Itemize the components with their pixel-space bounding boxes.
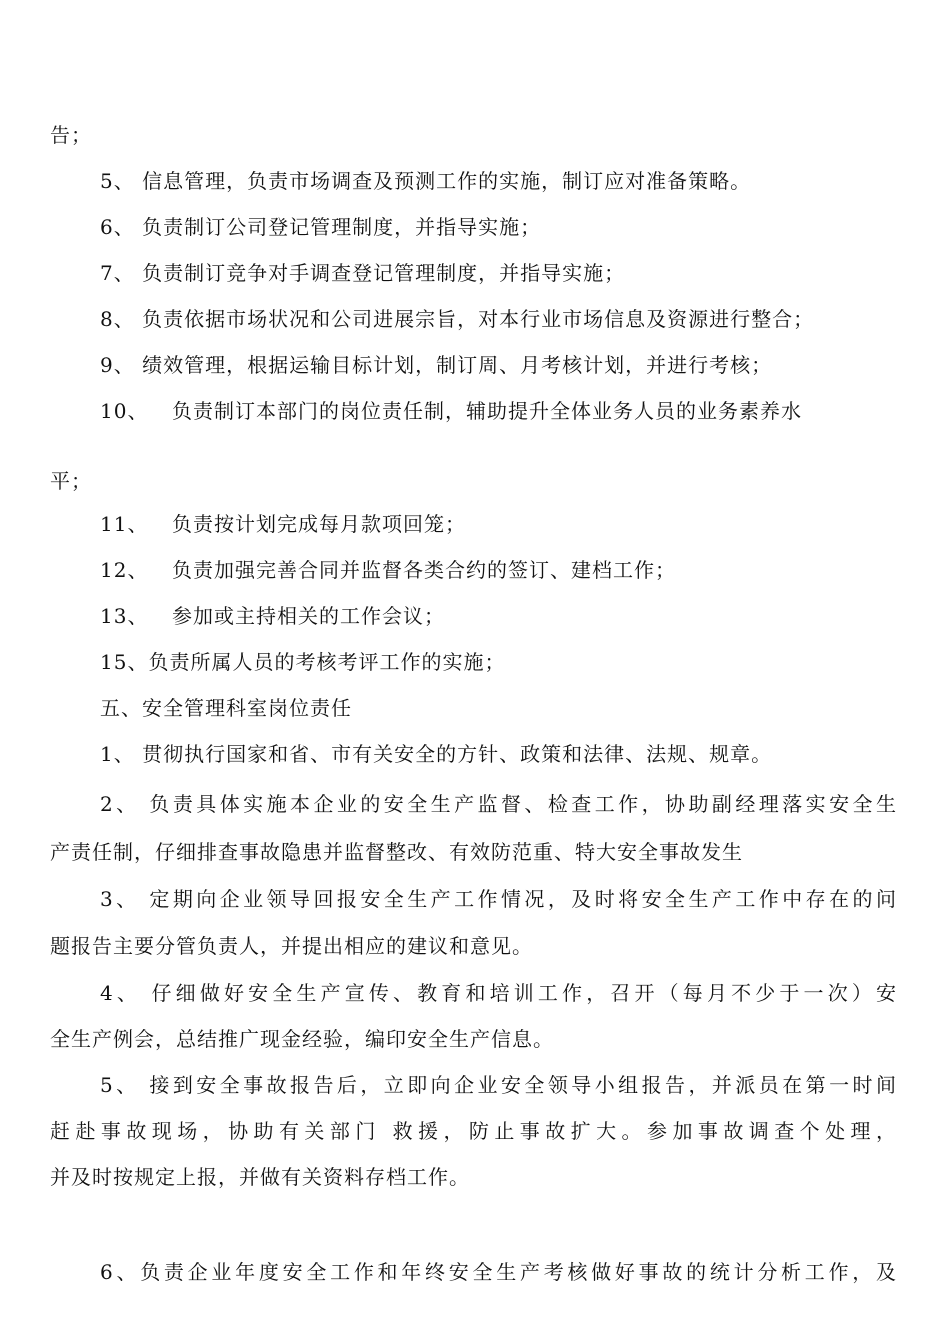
list-item: 2、 负责具体实施本企业的安全生产监督、检查工作，协助副经理落实安全生 — [100, 792, 896, 816]
list-item: 8、 负责依据市场状况和公司进展宗旨，对本行业市场信息及资源进行整合； — [100, 307, 815, 331]
item-number: 11、 — [100, 512, 149, 536]
text-line: 产责任制，仔细排查事故隐患并监督整改、有效防范重、特大安全事故发生 — [50, 840, 743, 864]
list-item: 6、负责企业年度安全工作和年终安全生产考核做好事故的统计分析工作，及 — [100, 1260, 896, 1284]
item-text: 参加或主持相关的工作会议； — [172, 604, 445, 628]
list-item: 6、 负责制订公司登记管理制度，并指导实施； — [100, 215, 542, 239]
list-item: 7、 负责制订竞争对手调查登记管理制度，并指导实施； — [100, 261, 626, 285]
list-item: 15、负责所属人员的考核考评工作的实施； — [100, 650, 506, 674]
list-item — [100, 602, 445, 630]
item-number: 12、 — [100, 558, 149, 582]
list-item: 3、 定期向企业领导回报安全生产工作情况，及时将安全生产工作中存在的问 — [100, 887, 896, 911]
text-line: 平； — [50, 469, 92, 493]
item-number: 10、 — [100, 399, 149, 423]
item-text: 负责制订本部门的岗位责任制，辅助提升全体业务人员的业务素养水 — [172, 399, 802, 423]
list-item — [100, 397, 802, 425]
text-line: 并及时按规定上报，并做有关资料存档工作。 — [50, 1165, 470, 1189]
list-item — [100, 556, 676, 584]
item-text: 负责加强完善合同并监督各类合约的签订、建档工作； — [172, 558, 676, 582]
text-line: 告； — [50, 123, 92, 147]
text-line: 题报告主要分管负责人，并提出相应的建议和意见。 — [50, 934, 533, 958]
list-item: 5、 接到安全事故报告后，立即向企业安全领导小组报告，并派员在第一时间 — [100, 1073, 896, 1097]
list-item: 5、 信息管理，负责市场调查及预测工作的实施，制订应对准备策略。 — [100, 169, 752, 193]
item-number: 13、 — [100, 604, 149, 628]
list-item — [100, 510, 466, 538]
text-line: 全生产例会，总结推广现金经验，编印安全生产信息。 — [50, 1027, 554, 1051]
list-item: 9、 绩效管理，根据运输目标计划，制订周、月考核计划，并进行考核； — [100, 353, 773, 377]
text-line: 赶赴事故现场，协助有关部门 救援，防止事故扩大。参加事故调查个处理， — [50, 1119, 896, 1143]
list-item: 1、 贯彻执行国家和省、市有关安全的方针、政策和法律、法规、规章。 — [100, 742, 773, 766]
section-heading: 五、安全管理科室岗位责任 — [100, 696, 352, 720]
list-item: 4、 仔细做好安全生产宣传、教育和培训工作，召开（每月不少于一次）安 — [100, 981, 896, 1005]
item-text: 负责按计划完成每月款项回笼； — [172, 512, 466, 536]
